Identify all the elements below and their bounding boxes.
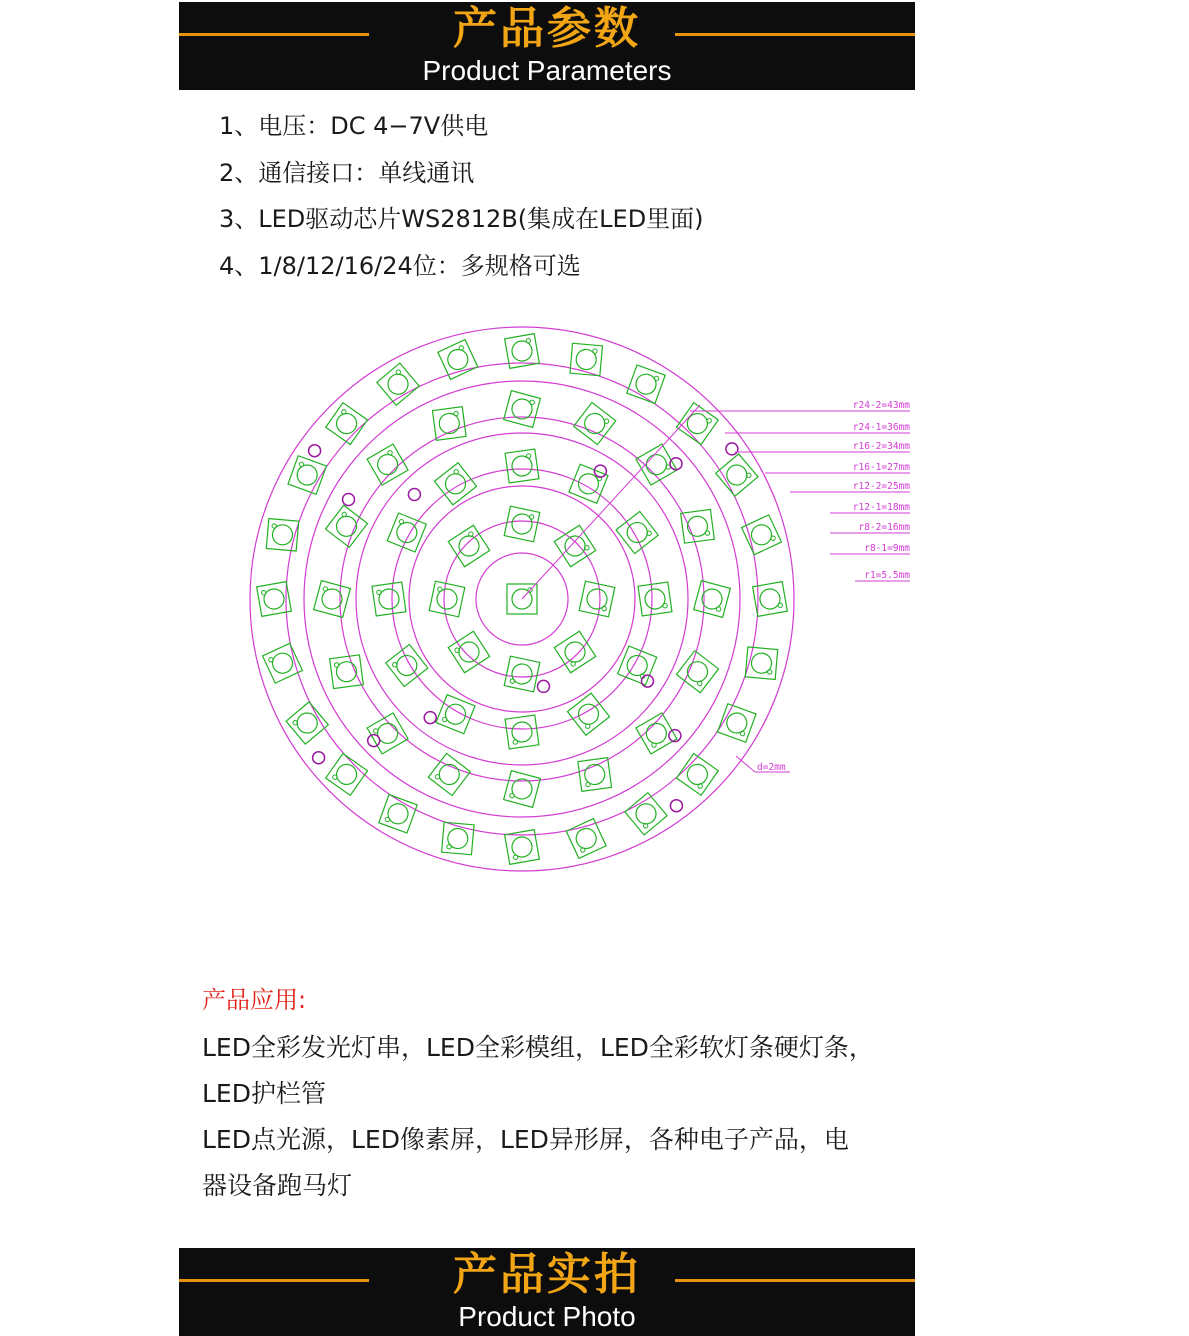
mounting-hole (538, 680, 550, 692)
led-pin-mark (509, 793, 514, 798)
hole-label: d=2mm (757, 762, 786, 773)
led-chip (677, 754, 719, 796)
led-pad (330, 655, 364, 689)
led-chip (325, 505, 367, 547)
application-text (202, 1025, 922, 1209)
led-pad (504, 771, 541, 808)
led-lens (581, 409, 609, 437)
led-pin-mark (705, 531, 710, 536)
dimension-label: r8-2=16mm (858, 522, 910, 533)
led-lens (683, 760, 711, 788)
led-pin-mark (376, 590, 381, 595)
led-lens (332, 512, 360, 540)
led-pad (677, 754, 719, 796)
application-line: LED护栏管 (202, 1079, 326, 1108)
led-ring-diagram (230, 315, 930, 875)
led-pin-mark (447, 844, 452, 849)
led-chip (505, 449, 539, 483)
led-chip (504, 506, 540, 542)
parameter-item: 4、1/8/12/16/24位：多规格可选 (219, 251, 581, 280)
led-lens (573, 825, 600, 852)
led-pin-mark (585, 782, 590, 787)
led-pad (636, 713, 677, 754)
led-lens (445, 346, 472, 373)
led-pad (442, 822, 475, 855)
led-pin-mark (272, 524, 277, 529)
radius-leader (522, 405, 700, 599)
led-pin-mark (767, 670, 772, 675)
led-chip (387, 513, 426, 552)
led-pad (263, 643, 303, 683)
led-pin-mark (593, 349, 598, 354)
mounting-hole (313, 752, 325, 764)
led-chip (436, 695, 475, 734)
banner-title-en: Product Parameters (422, 55, 672, 86)
mounting-hole (309, 445, 321, 457)
led-chip (716, 454, 758, 496)
led-chip (505, 715, 539, 749)
led-pad (429, 581, 465, 617)
led-chip (504, 391, 541, 428)
led-lens (510, 835, 533, 858)
led-chip (372, 582, 406, 616)
led-pin-mark (716, 606, 721, 611)
led-pin-mark (261, 590, 266, 595)
led-pin-mark (399, 519, 405, 525)
dimension-label: r12-2=25mm (852, 481, 910, 492)
led-lens (683, 410, 711, 438)
led-pin-mark (663, 603, 668, 608)
led-lens (510, 339, 533, 362)
led-chip (504, 771, 541, 808)
led-pad (372, 582, 406, 616)
led-chip (681, 509, 715, 543)
led-chip (694, 581, 731, 618)
mounting-hole (368, 735, 380, 747)
led-pad (578, 758, 612, 792)
led-pad (505, 449, 539, 483)
dimension-label: r8-1=9mm (864, 543, 910, 554)
led-chip (428, 753, 470, 795)
mounting-hole (726, 443, 738, 455)
dimension-label: r16-2=34mm (852, 441, 910, 452)
led-lens (683, 658, 711, 686)
application-title: 产品应用: (202, 986, 307, 1014)
led-chip (579, 581, 615, 617)
led-chip (676, 651, 718, 693)
led-lens (333, 410, 361, 438)
led-chip (578, 758, 612, 792)
led-pad (432, 407, 466, 441)
led-lens (751, 652, 773, 674)
led-pin-mark (602, 606, 607, 611)
led-pin-mark (529, 514, 534, 519)
led-pad (367, 444, 408, 485)
led-chip (618, 646, 657, 685)
led-pad (436, 695, 475, 734)
application-line: LED点光源，LED像素屏，LED异形屏，各种电子产品，电 (202, 1125, 849, 1154)
led-chip (570, 343, 603, 376)
led-lens (748, 522, 775, 549)
led-pad (367, 713, 408, 754)
led-pad (569, 464, 608, 503)
banner-title-zh: 产品实拍 (453, 1249, 641, 1300)
led-lens (643, 451, 670, 478)
parameter-list (219, 103, 704, 289)
led-pad (326, 754, 368, 796)
led-chip (367, 444, 408, 485)
led-pad (681, 509, 715, 543)
led-lens (455, 532, 483, 560)
led-pin-mark (323, 586, 328, 591)
led-pad (579, 581, 615, 617)
led-pin-mark (454, 411, 459, 416)
led-chip (638, 582, 672, 616)
application-line: 器设备跑马灯 (202, 1171, 353, 1200)
led-chip (574, 402, 616, 444)
led-pad (745, 647, 778, 680)
led-lens (333, 760, 361, 788)
led-pad (314, 581, 351, 618)
led-chip (377, 363, 419, 405)
mounting-hole (670, 800, 682, 812)
led-pad (504, 391, 541, 428)
led-pin-mark (778, 603, 783, 608)
led-lens (455, 638, 483, 666)
led-pad (638, 582, 672, 616)
led-pin-mark (526, 453, 531, 458)
led-pad (266, 519, 299, 552)
photo-banner (179, 1248, 915, 1336)
mounting-hole (424, 712, 436, 724)
led-lens (561, 638, 589, 666)
led-pad (570, 343, 603, 376)
led-pad (694, 581, 731, 618)
led-chip (742, 515, 782, 555)
led-pin-mark (513, 740, 518, 745)
led-pad (742, 515, 782, 555)
led-pad (438, 340, 478, 380)
led-lens (643, 720, 670, 747)
led-chip (569, 464, 608, 503)
led-lens (561, 532, 589, 560)
mounting-hole (343, 494, 355, 506)
dimension-label: r16-1=27mm (852, 462, 910, 473)
led-pad (574, 402, 616, 444)
led-pin-mark (510, 679, 515, 684)
led-lens (374, 451, 401, 478)
led-pin-mark (442, 717, 448, 723)
led-pad (387, 513, 426, 552)
led-chip (442, 822, 475, 855)
mounting-hole (408, 489, 420, 501)
parameters-banner (179, 2, 915, 90)
led-pad (504, 656, 540, 692)
led-lens (447, 828, 469, 850)
parameter-item: 1、电压：DC 4−7V供电 (219, 112, 489, 140)
led-pad (625, 793, 667, 835)
led-chip (504, 656, 540, 692)
led-chip (326, 754, 368, 796)
led-chip (286, 702, 328, 744)
led-pad (286, 702, 328, 744)
led-chip (745, 647, 778, 680)
led-pin-mark (437, 587, 442, 592)
led-chip (438, 340, 478, 380)
parameter-item: 3、LED驱动芯片WS2812B(集成在LED里面) (219, 205, 704, 233)
led-pad (505, 715, 539, 749)
led-pad (428, 753, 470, 795)
banner-title-en: Product Photo (458, 1301, 636, 1332)
led-chip (367, 713, 408, 754)
led-pad (618, 646, 657, 685)
led-pad (716, 454, 758, 496)
led-pin-mark (513, 855, 518, 860)
led-chip (432, 407, 466, 441)
led-chip (263, 643, 303, 683)
led-chip (326, 403, 368, 445)
dimension-label: r12-1=18mm (852, 502, 910, 513)
led-pin-mark (334, 662, 339, 667)
led-chip (429, 581, 465, 617)
dimension-label: r24-2=43mm (852, 400, 910, 411)
led-lens (374, 720, 401, 747)
led-pad (566, 819, 606, 859)
dimension-label: r1=5.5mm (864, 570, 910, 581)
led-pad (504, 506, 540, 542)
parameter-item: 2、通信接口：单线通讯 (219, 158, 475, 187)
led-chip (314, 581, 351, 618)
led-chip (566, 819, 606, 859)
led-pin-mark (529, 400, 534, 405)
led-lens (758, 587, 781, 610)
led-chip (266, 519, 299, 552)
led-lens (575, 349, 597, 371)
led-pad (326, 403, 368, 445)
led-pad (676, 651, 718, 693)
led-chip (625, 793, 667, 835)
application-line: LED全彩发光灯串，LED全彩模组，LED全彩软灯条硬灯条， (202, 1033, 874, 1062)
led-pin-mark (526, 338, 531, 343)
led-chip (330, 655, 364, 689)
led-lens (269, 650, 296, 677)
led-lens (272, 524, 294, 546)
led-pad (377, 363, 419, 405)
led-pad (325, 505, 367, 547)
dimension-label: r24-1=36mm (852, 422, 910, 433)
led-lens (262, 587, 285, 610)
banner-title-zh: 产品参数 (453, 3, 641, 54)
led-chip (636, 713, 677, 754)
led-lens (435, 760, 463, 788)
